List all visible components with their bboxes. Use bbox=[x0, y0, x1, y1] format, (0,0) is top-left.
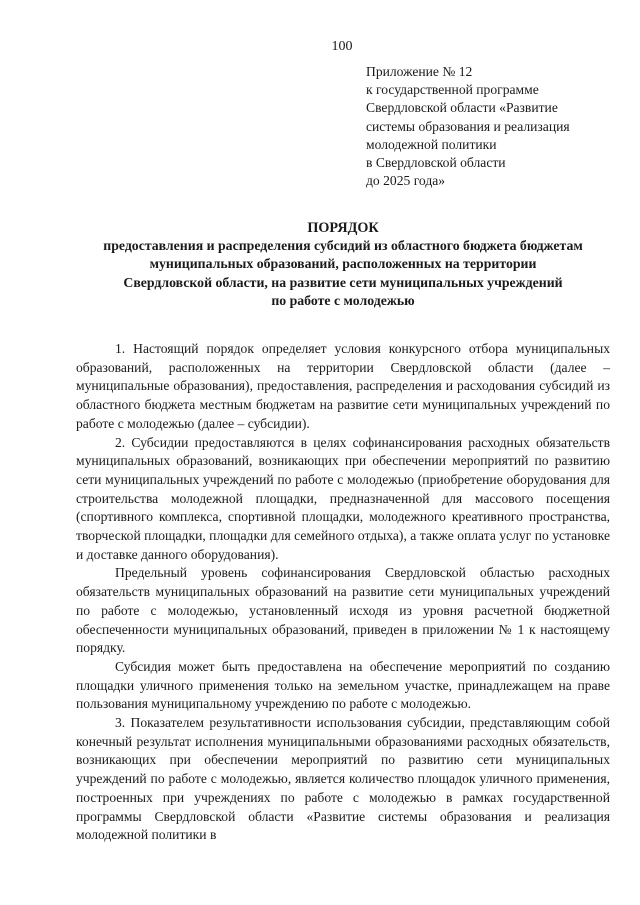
paragraph: 3. Показателем результативности использования субсидии, представляющим собой конечный результат исполнения муниципальными образованиями расходных обязательств, возникающих при обеспечении мероприятий по развитию сети муниципальных учреждений по работе с молодежью, является количество площадок уличного применения, построенных при учреждениях по работе с молодежью в рамках государственной программы Свердловской области «Развитие системы образования и реализация молодежной политики в bbox=[76, 715, 610, 843]
appendix-note bbox=[366, 63, 626, 190]
document-subtitle-line: предоставления и распределения субсидий из областного бюджета бюджетам bbox=[103, 238, 583, 254]
paragraph: 2. Субсидии предоставляются в целях софинансирования расходных обязательств муниципальных образований, возникающих при обеспечении мероприятий по развитию сети муниципальных учреждений по работе с молодежью (приобретение оборудования для строительства молодежной площадки, предназначенной для массового посещения (спортивного комплекса, спортивной площадки, молодежного креативного пространства, творческой площадки, площадки для семейного отдыха), а также оплата услуг по установке и доставке данного оборудования). bbox=[76, 434, 610, 562]
appendix-line: Приложение № 12 bbox=[366, 64, 473, 79]
appendix-line: молодежной политики bbox=[366, 136, 497, 152]
appendix-line: до 2025 года» bbox=[366, 173, 446, 189]
document-subtitle-line: Свердловской области, на развитие сети муниципальных учреждений bbox=[123, 274, 563, 290]
paragraph: Предельный уровень софинансирования Свердловской областью расходных обязательств муниципальных образований на развитие сети муниципальных учреждений по работе с молодежью, установленный исходя из уровня расчетной бюджетной обеспеченности муниципальных образований, приведен в приложении № 1 к настоящему порядку. bbox=[76, 565, 610, 656]
paragraph: Субсидия может быть предоставлена на обеспечение мероприятий по созданию площадки уличного применения только на земельном участке, принадлежащем на праве пользования муниципальному учреждению по работе с молодежью. bbox=[76, 658, 610, 712]
document-subtitle-line: муниципальных образований, расположенных на территории bbox=[149, 256, 537, 272]
appendix-line: к государственной программе bbox=[366, 82, 539, 98]
paragraph: 1. Настоящий порядок определяет условия конкурсного отбора муниципальных образований, расположенных на территории Свердловской области (далее – муниципальные образования), предоставления, распределения и расходования субсидий из областного бюджета местным бюджетам на развитие сети муниципальных учреждений по работе с молодежью (далее – субсидии). bbox=[76, 341, 610, 431]
document-heading bbox=[76, 219, 610, 310]
appendix-line: системы образования и реализация bbox=[366, 118, 570, 134]
page-number: 100 bbox=[331, 39, 353, 54]
document-body bbox=[76, 340, 610, 845]
document-subtitle-line: по работе с молодежью bbox=[271, 292, 415, 308]
appendix-line: Свердловской области «Развитие bbox=[366, 100, 558, 116]
appendix-line: в Свердловской области bbox=[366, 155, 506, 171]
document-title: ПОРЯДОК bbox=[307, 220, 379, 236]
